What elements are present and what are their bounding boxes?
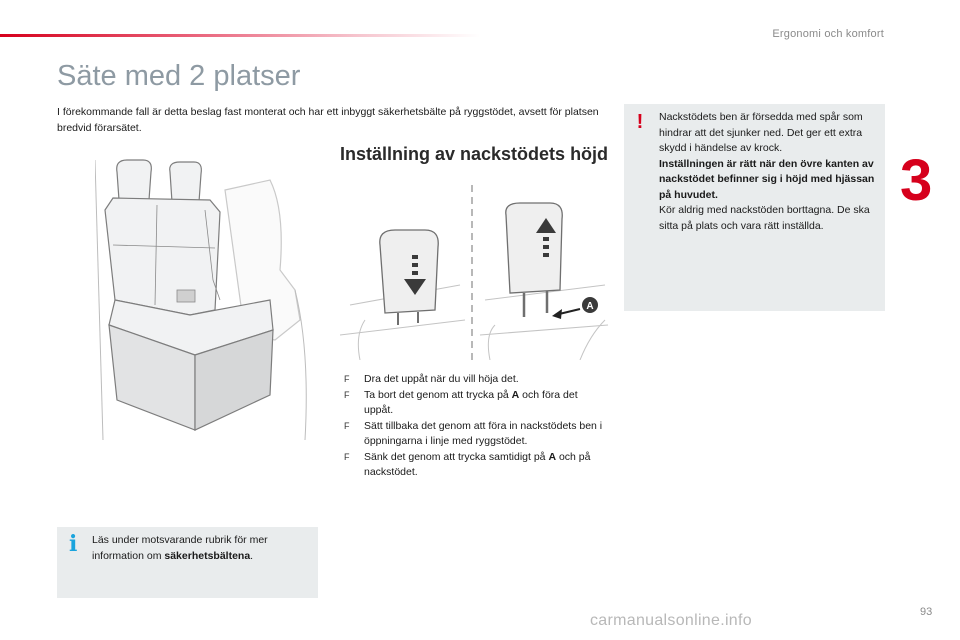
lowered-headrest [380, 230, 438, 325]
info-box [57, 527, 318, 598]
intro-paragraph: I förekommande fall är detta beslag fast monterat och har ett inbyggt säkerhetsbälte på ryggstödet, avsett för platsen bredvid förarsätet. [57, 106, 599, 134]
adjust-section-title: Inställning av nackstödets höjd [340, 144, 609, 164]
page-number: 93 [920, 606, 933, 618]
label-a: A [586, 301, 594, 312]
chapter-number: 3 [900, 148, 933, 213]
watermark: carmanualsonline.info [590, 612, 752, 629]
info-icon: i [69, 531, 78, 557]
page-title: Säte med 2 platser [57, 60, 301, 92]
warning-text: Nackstödets ben är försedda med spår som hindrar att det sjunker ned. Det ger ett extra skydd i händelse av krock. Inställningen är rätt när den övre kanten av nackstödet befinner sig i höjd med hjässan på huvudet. Kör aldrig med nackstöden borttagna. De ska sitta på plats och vara rätt inställda. [659, 111, 875, 232]
seat-illustration [95, 150, 320, 440]
exclamation-icon: ! [636, 111, 644, 133]
warning-box [624, 104, 885, 311]
list-item: F Ta bort det genom att trycka på A och föra det uppåt. [344, 388, 578, 416]
bullet-icon: F [344, 420, 350, 431]
adjust-steps-list [344, 372, 604, 481]
bullet-icon: F [344, 451, 350, 462]
list-item: F Sänk det genom att trycka samtidigt på A och på nackstödet. [344, 450, 591, 478]
info-text: Läs under motsvarande rubrik för mer information om säkerhetsbältena. [92, 534, 268, 562]
list-item: F Sätt tillbaka det genom att föra in nackstödets ben i öppningarna i linje med ryggstödet. [344, 419, 603, 447]
raised-headrest [506, 203, 598, 319]
bullet-icon: F [344, 389, 350, 400]
section-heading: Ergonomi och komfort [772, 28, 884, 40]
bullet-icon: F [344, 374, 350, 384]
list-item: F Dra det uppåt när du vill höja det. [344, 372, 604, 388]
header-accent-bar [0, 34, 480, 37]
headrest-illustration [340, 185, 610, 360]
